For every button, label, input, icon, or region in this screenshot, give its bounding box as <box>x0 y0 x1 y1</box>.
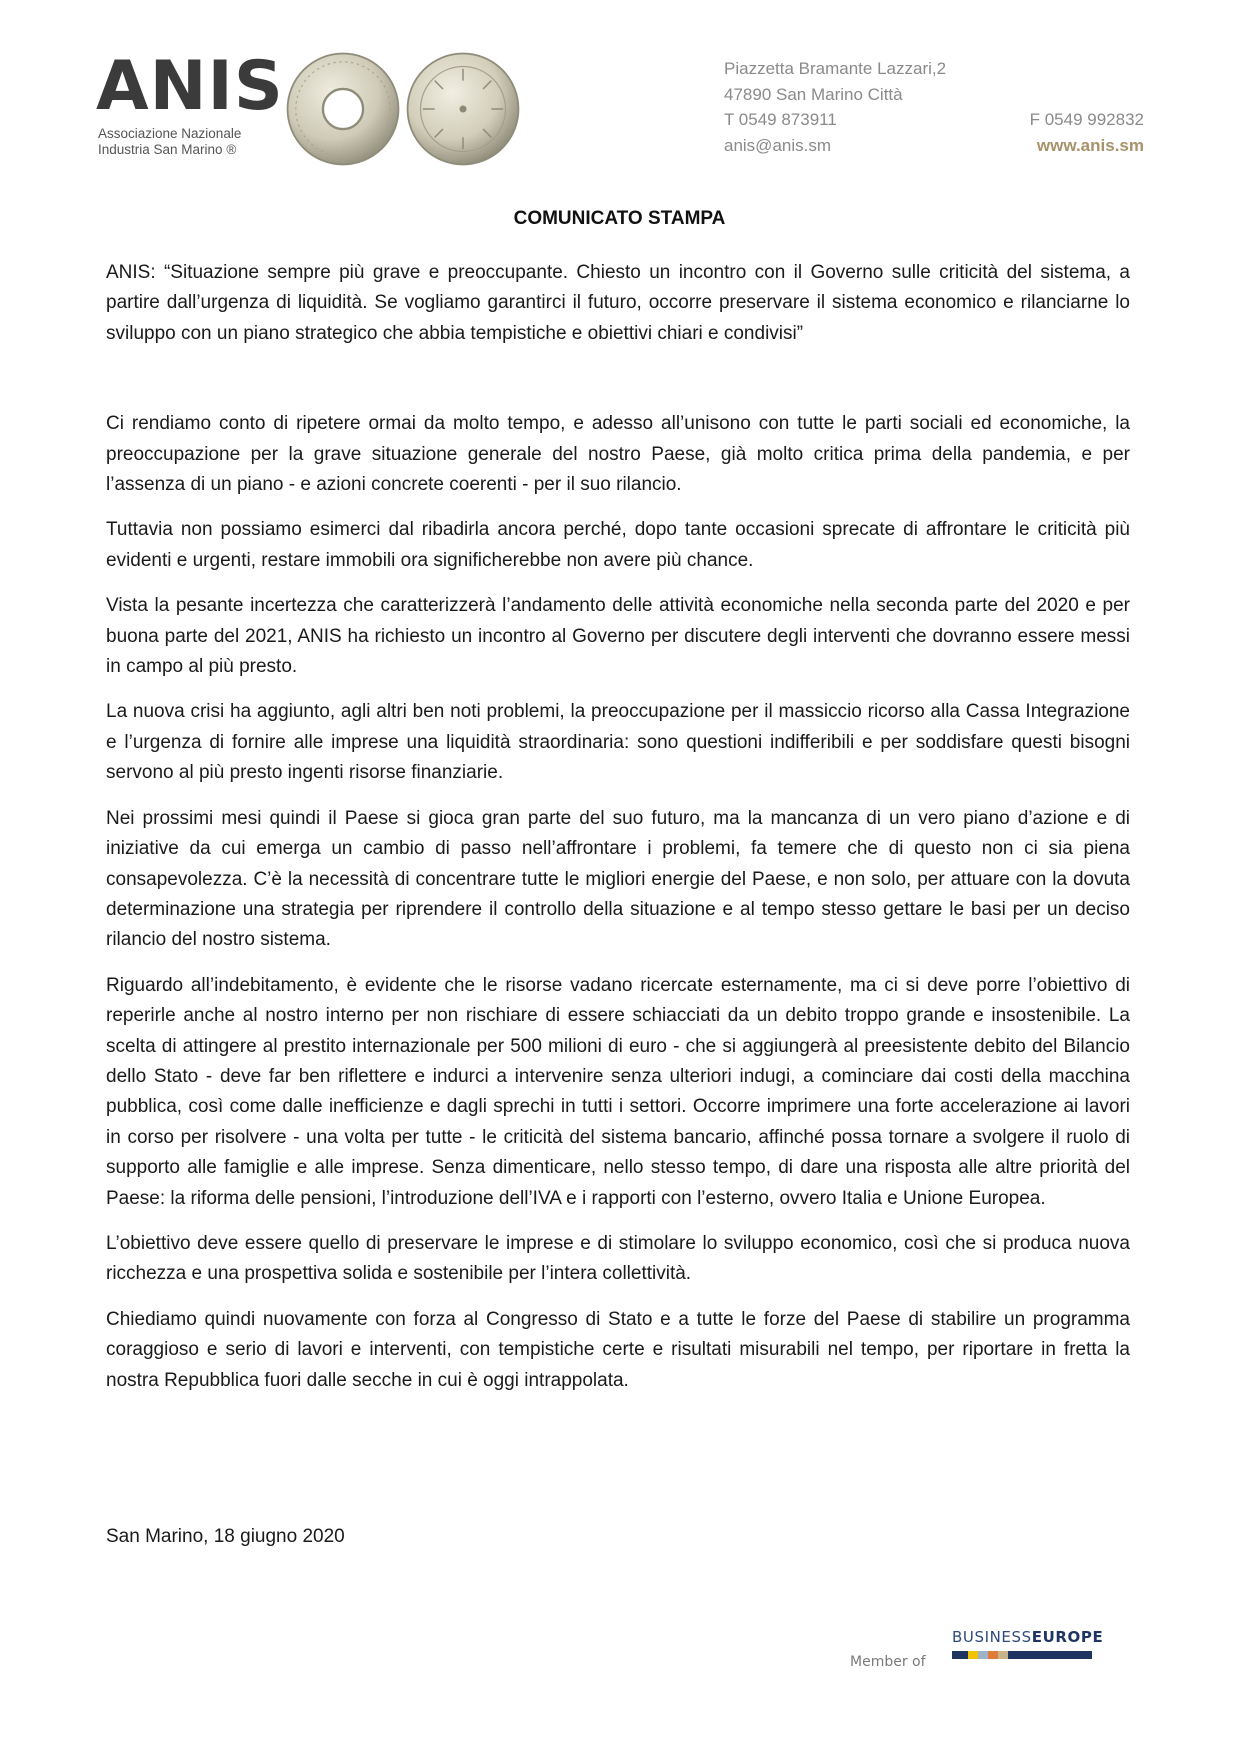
bar-segment <box>952 1651 968 1659</box>
bar-segment <box>1008 1651 1092 1659</box>
logo-subtitle-line2: Industria San Marino ® <box>98 142 237 157</box>
body-paragraph: Nei prossimi mesi quindi il Paese si gioca gran parte del suo futuro, ma la mancanza di un vero piano d’azione e di iniziative da cui emerga un cambio di passo nell’affrontare i problemi, fa temere che di questo non ci sia piena consapevolezza. C’è la necessità di concentrare tutte le migliori energie del Paese, e non solo, per attuare con la dovuta determinazione una strategia per riprendere il controllo della situazione e al tempo stesso gettare le basi per un deciso rilancio del nostro sistema. <box>106 807 1130 951</box>
businesseurope-light: BUSINESS <box>952 1628 1032 1646</box>
body-paragraph: Tuttavia non possiamo esimerci dal ribadirla ancora perché, dopo tante occasioni sprecate di affrontare le criticità più evidenti e urgenti, restare immobili ora significherebbe non avere più chance. <box>106 519 1130 571</box>
body-paragraph: Vista la pesante incertezza che caratterizzerà l’andamento delle attività economiche nella seconda parte del 2020 e per buona parte del 2021, ANIS ha richiesto un incontro al Governo per discutere degli interventi che dovranno essere messi in campo al più presto. <box>106 595 1130 678</box>
phone-number: T 0549 873911 <box>724 110 837 129</box>
website-link[interactable]: www.anis.sm <box>1036 135 1144 155</box>
body-paragraph: L’obiettivo deve essere quello di preservare le imprese e di stimolare lo sviluppo economico, così che si produca nuova ricchezza e una prospettiva solida e sostenibile per l’intera collettività. <box>106 1232 1130 1285</box>
coin-dial-icon <box>404 50 522 168</box>
anis-logo-subtitle <box>98 126 298 158</box>
email-web-row <box>724 133 1144 159</box>
body-paragraph: La nuova crisi ha aggiunto, agli altri ben noti problemi, la preoccupazione per il massiccio ricorso alla Cassa Integrazione e l’urgenza di fornire alle imprese una liquidità straordinaria: sono questioni indifferibili e per soddisfare questi bisogni servono al più presto ingenti risorse finanziarie. <box>106 701 1130 784</box>
phone-fax-row <box>724 107 1144 133</box>
bar-segment <box>978 1651 988 1659</box>
fax-number: F 0549 992832 <box>1029 110 1144 129</box>
body-paragraph: Ci rendiamo conto di ripetere ormai da molto tempo, e adesso all’unisono con tutte le parti sociali ed economiche, la preoccupazione per la grave situazione generale del nostro Paese, già molto critica prima della pandemia, e per l’assenza di un piano - e azioni concrete coerenti - per il suo rilancio. <box>106 413 1130 496</box>
document-title: COMUNICATO STAMPA <box>513 208 726 229</box>
address-line2: 47890 San Marino Città <box>724 84 903 104</box>
anis-logo-wordmark: ANIS <box>96 47 284 126</box>
date-signoff: San Marino, 18 giugno 2020 <box>106 1526 345 1547</box>
bar-segment <box>988 1651 998 1659</box>
bar-segment <box>968 1651 978 1659</box>
businesseurope-wordmark <box>952 1628 1112 1646</box>
member-of-label: Member of <box>850 1654 926 1670</box>
logo-subtitle-line1: Associazione Nazionale <box>98 126 242 141</box>
businesseurope-bold: EUROPE <box>1031 1628 1104 1646</box>
address-line1: Piazzetta Bramante Lazzari,2 <box>724 59 947 78</box>
bar-segment <box>998 1651 1008 1659</box>
body-paragraph: Chiediamo quindi nuovamente con forza al Congresso di Stato e a tutte le forze del Paese di stabilire un programma coraggioso e serio di lavori e interventi, con tempistiche certe e risultati misurabili nel tempo, per riportare in fretta la nostra Repubblica fuori dalle secche in cui è oggi intrappolata. <box>106 1308 1130 1391</box>
businesseurope-logo <box>952 1628 1112 1672</box>
letterhead <box>0 0 1239 180</box>
contact-block <box>724 56 1144 158</box>
email-link[interactable]: anis@anis.sm <box>724 135 832 155</box>
press-release-body <box>106 258 1130 1411</box>
coin-ring-icon <box>284 50 402 168</box>
businesseurope-color-bar <box>952 1651 1112 1659</box>
lead-paragraph: ANIS: “Situazione sempre più grave e preoccupante. Chiesto un incontro con il Governo sulle criticità del sistema, a partire dall’urgenza di liquidità. Se vogliamo garantirci il futuro, occorre preservare il sistema economico e rilanciarne lo sviluppo con un piano strategico che abbia tempistiche e obiettivi chiari e condivisi” <box>106 262 1130 344</box>
body-paragraph: Riguardo all’indebitamento, è evidente che le risorse vadano ricercate esternamente, ma ci si deve porre l’obiettivo di reperirle anche al nostro interno per non rischiare di essere schiacciati da un debito troppo grande e insostenibile. La scelta di attingere al prestito internazionale per 500 milioni di euro - che si aggiungerà al preesistente debito del Bilancio dello Stato - deve far ben riflettere e indurci a intervenire senza ulteriori indugi, a cominciare dai costi della macchina pubblica, così come dalle inefficienze e dagli sprechi in tutti i settori. Occorre imprimere una forte accelerazione ai lavori in corso per risolvere - una volta per tutte - le criticità del sistema bancario, affinché possa tornare a svolgere il ruolo di supporto alle famiglie e alle imprese. Senza dimenticare, nello stesso tempo, di dare una risposta alle altre priorità del Paese: la riforma delle pensioni, l’introduzione dell’IVA e i rapporti con l’esterno, ovvero Italia e Unione Europea. <box>106 974 1130 1209</box>
